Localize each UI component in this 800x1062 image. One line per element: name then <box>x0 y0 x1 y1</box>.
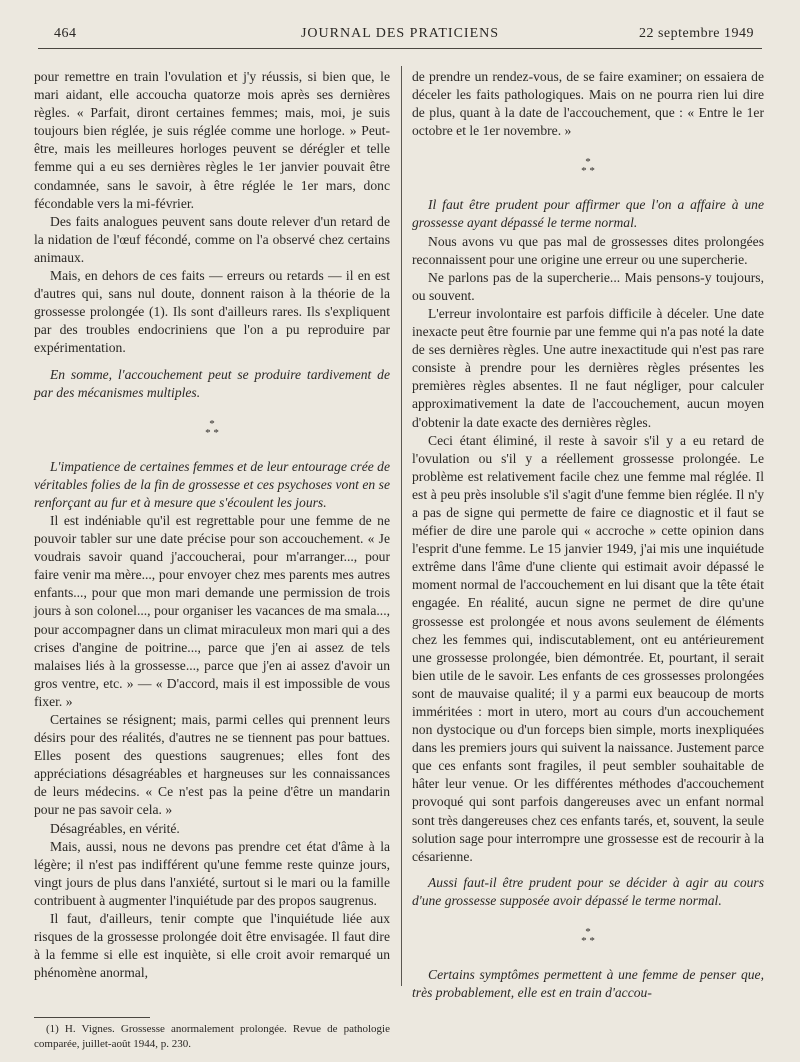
paragraph: Il est indéniable qu'il est regrettable pour une femme de ne pouvoir tabler sur une date précise pour son accouchement. « Je voudrais savoir quand j'accoucherai, pour m'arranger..., pour faire venir ma mère..., pour envoyer chez mes parents mes autres enfants..., pour que mon mari demande une permission de trois jours à son colonel..., pour organiser les vacances de ma smala..., pour accompagner dans un climat miraculeux mon mari qui a des crises d'angine de poitrine..., parce que j'en ai assez de tels malaises liés à la grossesse..., parce que j'en ai assez d'avoir un gros ventre, etc. » — « D'accord, mais il est impossible de vous fixer. » <box>34 512 390 709</box>
separator-star: * <box>209 417 215 430</box>
left-column <box>34 68 390 1052</box>
section-separator <box>412 928 764 946</box>
paragraph: Nous avons vu que pas mal de grossesses dites prolongées reconnaissent pour une origine une erreur ou une supercherie. <box>412 233 764 267</box>
page-header <box>38 22 762 49</box>
section-heading: Certains symptômes permettent à une femme de penser que, très probablement, elle est en train d'accou- <box>412 967 764 1001</box>
separator-star: * * <box>205 426 219 439</box>
section-conclusion: En somme, l'accouchement peut se produire tardivement de par des mécanismes multiples. <box>34 366 390 400</box>
paragraph: Certaines se résignent; mais, parmi celles qui prennent leurs désirs pour des réalités, d'autres ne se tiennent pas pour battues. Elles posent des questions saugrenues; elles font des appréciations désagréables et hargneuses sur les connaissances de leurs médecins. « Ce n'est pas la peine d'être un mandarin pour ne pas savoir cela. » <box>34 712 390 818</box>
paragraph: pour remettre en train l'ovulation et j'y réussis, si bien que, le mari aidant, elle accoucha quatorze mois après ses dernières règles. « Parfait, diront certaines femmes; mais, moi, je suis toujours bien réglée, je suis réglée comme une horloge. » Peut-être, mais les meilleures horloges peuvent se dérégler et telle femme qui a eu ses dernières règles le 1er janvier pouvait être condamnée, sans le savoir, à être réglée le 1er mars, donc fécondable vers la mi-février. <box>34 69 390 211</box>
separator-star: * * <box>581 935 595 948</box>
journal-title: JOURNAL DES PRATICIENS <box>300 26 500 41</box>
section-heading: L'impatience de certaines femmes et de leur entourage crée de véritables folies de la fin de grossesse et ces psychoses vont en se renforçant au fur et à mesure que s'écoulent les jours. <box>34 458 390 510</box>
separator-star: * <box>585 156 591 169</box>
paragraph: de prendre un rendez-vous, de se faire examiner; on essaiera de déceler les faits pathologiques. Mais on ne pourra rien lui dire de plus, quant à la date de l'accouchement, que : « Entre le 1er octobre et le 1er novembre. » <box>412 69 764 139</box>
footnote <box>34 1022 390 1051</box>
footnote-text: (1) H. Vignes. Grossesse anormalement prolongée. Revue de pathologie comparée, juillet-août 1944, p. 230. <box>34 1023 390 1050</box>
paragraph: Des faits analogues peuvent sans doute relever d'un retard de la nidation de l'œuf fécondé, comme on l'a observé chez certains animaux. <box>34 213 390 265</box>
footnote-rule <box>34 1017 150 1018</box>
section-conclusion: Aussi faut-il être prudent pour se décider à agir au cours d'une grossesse supposée avoir dépassé le terme normal. <box>412 874 764 908</box>
paragraph: Désagréables, en vérité. <box>50 820 180 836</box>
separator-star: * * <box>581 165 595 178</box>
column-divider <box>401 66 402 986</box>
section-separator <box>412 158 764 176</box>
page-number: 464 <box>54 26 77 41</box>
issue-date: 22 septembre 1949 <box>638 26 754 41</box>
paragraph: Mais, aussi, nous ne devons pas prendre cet état d'âme à la légère; il n'est pas indifférent qu'une femme reste quinze jours, vingt jours de plus dans l'anxiété, surtout si le mari ou la famille contribuent à augmenter l'inquiétude par des propos saugrenus. <box>34 838 390 908</box>
paragraph: Ne parlons pas de la supercherie... Mais pensons-y toujours, ou souvent. <box>412 269 764 303</box>
separator-star: * <box>585 926 591 939</box>
right-column <box>412 68 764 1052</box>
section-separator <box>34 417 390 439</box>
paragraph: Il faut, d'ailleurs, tenir compte que l'inquiétude liée aux risques de la grossesse prolongée doit être envisagée. Il faut dire à la femme si elle est inquiète, si elle croit avoir remarqué un phénomène anormal, <box>34 911 390 981</box>
paragraph: Ceci étant éliminé, il reste à savoir s'il y a eu retard de l'ovulation ou s'il y a réellement grossesse prolongée. Le problème est relativement facile chez une femme mal réglée. Il est à peu près insoluble s'il s'agit d'une femme bien réglée. Il n'y a pas de signe qui permette de faire ce diagnostic et il faut se méfier de dire une parole qui « accroche » cette opinion dans l'esprit d'une femme. Le 15 janvier 1949, j'ai mis une inquiétude extrême dans l'âme d'une cliente qui estimait avoir dépassé le moment normal de l'accouchement en lui disant que la tête était engagée. En réalité, aucun signe ne permet de dire qu'une grossesse est prolongée et nous avons seulement de éléments chez les femmes qui, indiscutablement, ont eu antérieurement une grossesse prolongée, bien démontrée. Et, pourtant, il serait bien utile de le savoir. Les enfants de ces grossesses prolongées sont de mauvaise qualité; il y a parmi eux beaucoup de morts imméritées : mort in utero, mort au cours d'un accouchement non dystocique ou d'un forceps bien simple, morts inexpliquées dans les premiers jours qui suivent la naissance. Justement parce que ces enfants sont fragiles, il peut sembler souhaitable de hâter leur venue. Or les différentes méthodes d'accouchement provoqué qui sont parfois dangereuses avec un enfant normal sont très dangereuses chez ces enfants tarés, et, souvent, la seule solution sage pour interrompre une grossesse est de recourir à la césarienne. <box>412 432 764 864</box>
section-heading: Il faut être prudent pour affirmer que l'on a affaire à une grossesse ayant dépassé le terme normal. <box>412 197 764 231</box>
paragraph: Mais, en dehors de ces faits — erreurs ou retards — il en est d'autres qui, sans nul doute, donnent raison à la théorie de la grossesse prolongée (1). Ils sont d'ailleurs rares. Ils s'expliquent par des troubles endocriniens que l'on a pu reproduire par expérimentation. <box>34 268 390 356</box>
paragraph: L'erreur involontaire est parfois difficile à déceler. Une date inexacte peut être fournie par une femme qui n'a pas noté la date de ses dernières règles. Une autre inexactitude qui n'est pas rare consiste à prendre pour les dernières règles présentes les premières règles absentes. Il ne faut négliger, pour calculer approximativement la date de l'accouchement, aucun moyen d'obtenir la date exacte des dernières règles. <box>412 305 764 430</box>
